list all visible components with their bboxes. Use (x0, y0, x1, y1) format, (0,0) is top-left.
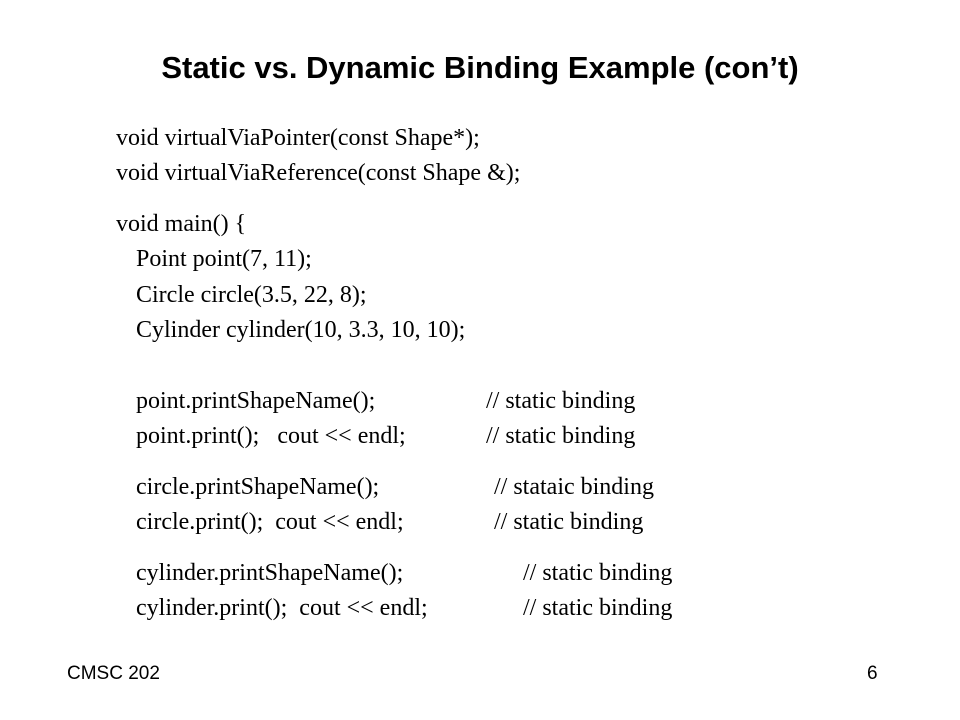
code-line-call: cylinder.print(); cout << endl; (136, 595, 428, 621)
code-line-decl-pointer: void virtualViaPointer(const Shape*); (116, 125, 480, 151)
code-line-decl-reference: void virtualViaReference(const Shape &); (116, 160, 521, 186)
code-comment: // static binding (494, 509, 644, 535)
code-line-call: cylinder.printShapeName(); (136, 560, 404, 586)
code-line-call: circle.printShapeName(); (136, 474, 380, 500)
slide-title: Static vs. Dynamic Binding Example (con’t) (161, 50, 799, 85)
code-comment: // static binding (486, 388, 636, 414)
code-line-call: circle.print(); cout << endl; (136, 509, 404, 535)
code-comment: // stataic binding (494, 474, 654, 500)
code-comment: // static binding (523, 560, 673, 586)
code-line-cylinder-decl: Cylinder cylinder(10, 3.3, 10, 10); (136, 317, 466, 343)
code-comment: // static binding (523, 595, 673, 621)
code-line-call: point.printShapeName(); (136, 388, 376, 414)
code-line-call: point.print(); cout << endl; (136, 423, 406, 449)
code-line-main-open: void main() { (116, 211, 247, 237)
footer-course: CMSC 202 (67, 663, 160, 684)
code-comment: // static binding (486, 423, 636, 449)
code-line-point-decl: Point point(7, 11); (136, 246, 312, 272)
slide-number: 6 (867, 663, 878, 684)
code-line-circle-decl: Circle circle(3.5, 22, 8); (136, 282, 367, 308)
